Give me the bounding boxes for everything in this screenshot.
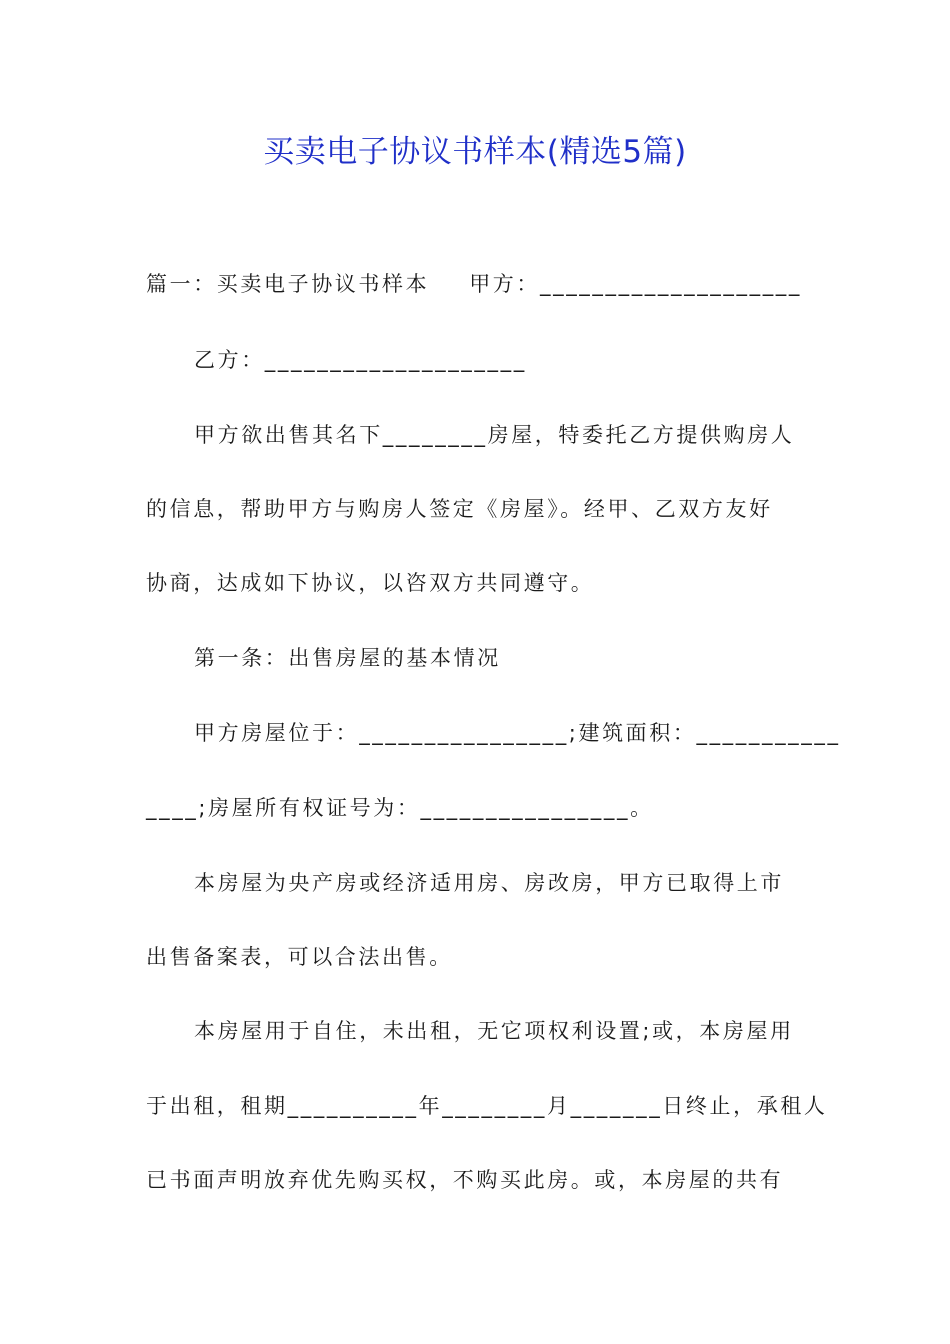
- document-title: 买卖电子协议书样本(精选5篇): [263, 134, 687, 170]
- paragraph-line: 协商，达成如下协议，以咨双方共同遵守。: [146, 571, 595, 595]
- paragraph-line: 本房屋为央产房或经济适用房、房改房，甲方已取得上市: [194, 871, 784, 895]
- paragraph-line: ____;房屋所有权证号为：________________。: [146, 796, 654, 820]
- party-a-field: 甲方：____________________: [469, 272, 803, 296]
- paragraph-line: 甲方欲出售其名下________房屋，特委托乙方提供购房人: [194, 423, 795, 447]
- paragraph-line: 本房屋用于自住，未出租，无它项权利设置;或，本房屋用: [194, 1019, 794, 1043]
- first-line: [146, 266, 802, 302]
- article-heading: 第一条：出售房屋的基本情况: [194, 646, 501, 670]
- section-heading: 篇一：买卖电子协议书样本: [146, 272, 430, 296]
- paragraph-line: 于出租，租期__________年________月_______日终止，承租人: [146, 1094, 828, 1118]
- paragraph-line: 的信息，帮助甲方与购房人签定《房屋》。经甲、乙双方友好: [146, 497, 773, 521]
- paragraph-line: 出售备案表，可以合法出售。: [146, 945, 453, 969]
- party-b-field: 乙方：____________________: [194, 348, 527, 372]
- paragraph-line: 已书面声明放弃优先购买权，不购买此房。或，本房屋的共有: [146, 1168, 784, 1192]
- paragraph-line: 甲方房屋位于：________________;建筑面积：___________: [194, 721, 841, 745]
